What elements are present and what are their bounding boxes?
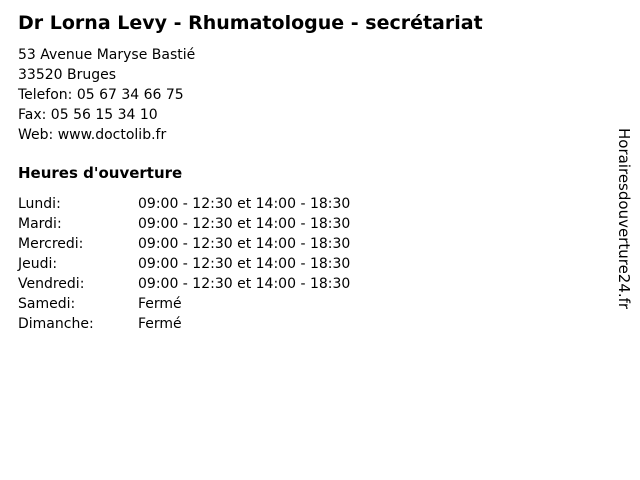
phone-line: Telefon: 05 67 34 66 75 <box>18 87 184 103</box>
day-label: Jeudi: <box>18 256 58 272</box>
day-label: Lundi: <box>18 196 61 212</box>
day-label: Mercredi: <box>18 236 84 252</box>
day-label: Vendredi: <box>18 276 85 292</box>
day-label: Samedi: <box>18 296 76 312</box>
opening-hours-table <box>18 194 578 334</box>
hours-value: 09:00 - 12:30 et 14:00 - 18:30 <box>138 236 351 252</box>
page-title: Dr Lorna Levy - Rhumatologue - secrétariat <box>18 12 483 34</box>
table-row <box>18 194 578 214</box>
hours-value: 09:00 - 12:30 et 14:00 - 18:30 <box>138 216 351 232</box>
contact-block <box>18 45 578 145</box>
hours-value: 09:00 - 12:30 et 14:00 - 18:30 <box>138 196 351 212</box>
address-city: 33520 Bruges <box>18 67 117 83</box>
day-label: Dimanche: <box>18 316 94 332</box>
table-row <box>18 254 578 274</box>
hours-value: Fermé <box>138 316 182 332</box>
opening-hours-heading: Heures d'ouverture <box>18 164 183 182</box>
table-row <box>18 314 578 334</box>
main-content <box>18 10 578 334</box>
table-row <box>18 274 578 294</box>
table-row <box>18 214 578 234</box>
address-street: 53 Avenue Maryse Bastié <box>18 47 196 63</box>
fax-line: Fax: 05 56 15 34 10 <box>18 107 158 123</box>
hours-value: 09:00 - 12:30 et 14:00 - 18:30 <box>138 276 351 292</box>
website-line: Web: www.doctolib.fr <box>18 127 167 143</box>
hours-value: 09:00 - 12:30 et 14:00 - 18:30 <box>138 256 351 272</box>
hours-value: Fermé <box>138 296 182 312</box>
table-row <box>18 234 578 254</box>
day-label: Mardi: <box>18 216 62 232</box>
table-row <box>18 294 578 314</box>
site-watermark: Horairesdouverture24.fr <box>615 128 633 310</box>
